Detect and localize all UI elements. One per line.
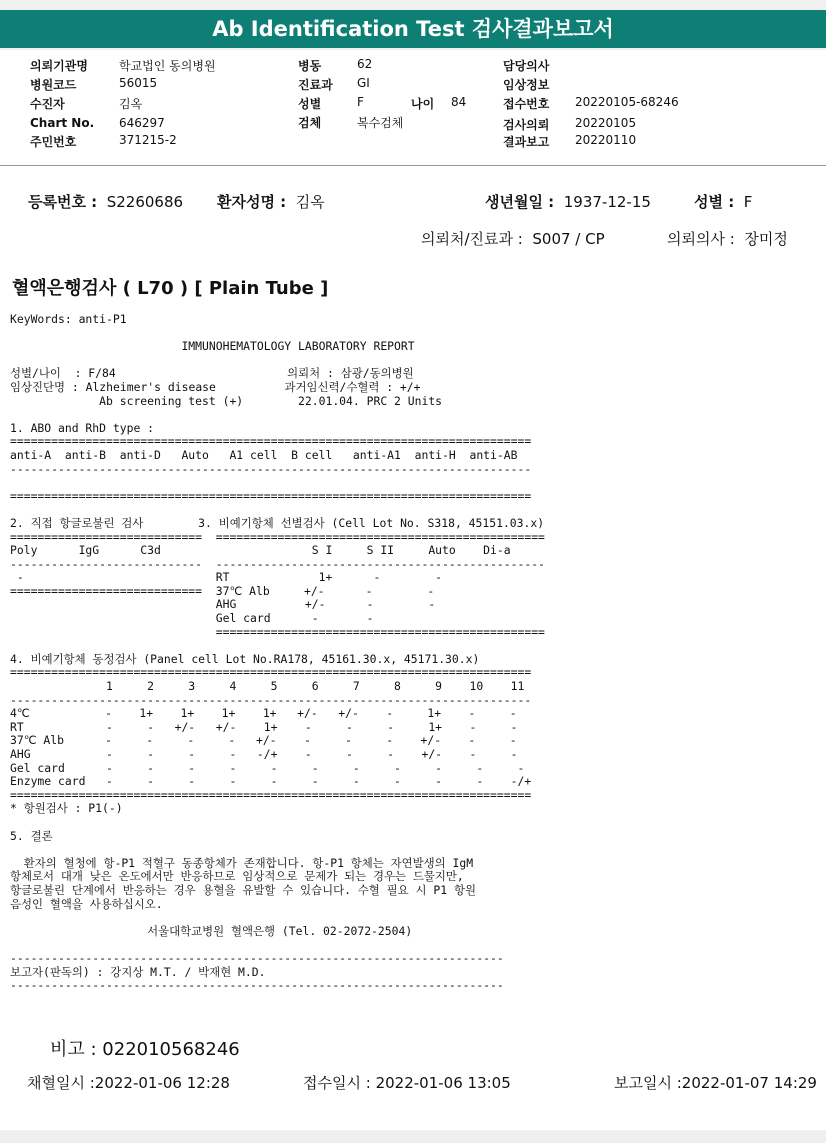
report-line: Poly IgG C3d S I S II Auto Di-a [10, 543, 511, 558]
report-line: 5. 결론 [10, 828, 53, 843]
report-line: 4. 비예기항체 동정검사 (Panel cell Lot No.RA178, 45161.30.x, 45171.30.x) [10, 651, 480, 666]
specimen-value: 복수검체 [357, 116, 404, 130]
report-line: * 항원검사 : P1(-) [10, 801, 123, 816]
lab-report-body [10, 313, 545, 993]
report-line: ============================ ================================================ [10, 529, 545, 544]
report-line: AHG - - - - -/+ - - - +/- - - [10, 747, 518, 761]
collection-time-value: 2022-01-06 12:28 [94, 1074, 230, 1092]
report-line: 음성인 혈액을 사용하십시오. [10, 896, 163, 911]
report-time [614, 1072, 817, 1093]
report-line: 37℃ Alb - - - - +/- - - - +/- - - [10, 733, 517, 748]
report-line: 보고자(판독의) : 강지상 M.T. / 박재현 M.D. [10, 964, 266, 979]
report-line: - RT 1+ - - [10, 570, 443, 585]
dept-label: 의뢰처/진료과 : [421, 230, 523, 248]
report-line: 성별/나이 : F/84 의뢰처 : 삼광/동의병원 [10, 366, 414, 381]
header-divider [0, 165, 826, 166]
report-line: ============================================================================ [10, 434, 532, 449]
report-line: ============================ 37℃ Alb +/- - - [10, 583, 435, 598]
report-line: ---------------------------------------------------------------------------- [10, 692, 532, 707]
examinee-label: 수진자 [30, 97, 65, 111]
age-label: 나이 [411, 97, 435, 111]
doctor-in-charge-label: 담당의사 [503, 59, 550, 73]
report-line: 2. 직접 항글로불린 검사 3. 비예기항체 선별검사 (Cell Lot No. S318, 45151.03.x) [10, 515, 545, 530]
receipt-time-value: 2022-01-06 13:05 [375, 1074, 511, 1092]
report-line: 4℃ - 1+ 1+ 1+ 1+ +/- +/- - 1+ - - [10, 706, 517, 721]
collection-time-label: 채혈일시 : [27, 1074, 95, 1092]
ward-label: 병동 [298, 59, 322, 73]
report-line: IMMUNOHEMATOLOGY LABORATORY REPORT [10, 339, 415, 354]
sex-value: F [357, 95, 364, 109]
section-title: 혈액은행검사 ( L70 ) [ Plain Tube ] [12, 278, 329, 299]
dob-value: 1937-12-15 [563, 193, 651, 211]
specimen-label: 검체 [298, 116, 322, 130]
referring-doctor-value: 장미정 [744, 230, 788, 248]
report-line: ============================================================================ [10, 665, 532, 680]
report-line: ---------------------------------------------------------------------------- [10, 461, 532, 476]
department-value: GI [357, 76, 370, 90]
test-request-value: 20220105 [575, 116, 637, 130]
receipt-no-label: 접수번호 [503, 97, 550, 111]
date-of-birth [485, 191, 651, 212]
receipt-time [303, 1072, 511, 1093]
registration-label: 등록번호 : [28, 193, 98, 211]
result-report-value: 20220110 [575, 133, 637, 147]
receipt-no-value: 20220105-68246 [575, 95, 679, 109]
collection-time [27, 1072, 230, 1093]
chart-no-label: Chart No. [30, 116, 95, 130]
report-line: ============================================================================ [10, 488, 532, 503]
report-line: Gel card - - - - - - - - - - - [10, 760, 525, 775]
examinee-value: 김옥 [119, 97, 143, 111]
report-line: 항글로불린 단계에서 반응하는 경우 용혈을 유발할 수 있습니다. 수혈 필요 시 P1 항원 [10, 882, 476, 897]
referring-doctor-label: 의뢰의사 : [667, 230, 735, 248]
dept-value: S007 / CP [532, 230, 605, 248]
patient-sex-label: 성별 : [694, 193, 735, 211]
chart-no-value: 646297 [119, 116, 165, 130]
hospital-code-label: 병원코드 [30, 78, 77, 92]
hospital-name-value: 학교법인 동의병원 [119, 59, 216, 73]
result-report-label: 결과보고 [503, 135, 550, 149]
referring-doctor [667, 228, 788, 249]
report-line: Enzyme card - - - - - - - - - - -/+ [10, 774, 532, 789]
patient-sex [694, 191, 752, 212]
test-request-label: 검사의뢰 [503, 118, 550, 132]
report-line: 서울대학교병원 혈액은행 (Tel. 02-2072-2504) [10, 923, 413, 938]
report-line: Ab screening test (+) 22.01.04. PRC 2 Units [10, 393, 443, 408]
resident-no-label: 주민번호 [30, 135, 77, 149]
hospital-code-value: 56015 [119, 76, 158, 90]
ward-value: 62 [357, 57, 373, 71]
registration-value: S2260686 [106, 193, 184, 211]
report-line: ---------------------------- ------------------------------------------------ [10, 556, 545, 571]
report-line: ------------------------------------------------------------------------ [10, 950, 504, 965]
report-line: RT - - +/- +/- 1+ - - - 1+ - - [10, 719, 518, 734]
report-line: 항체로서 대개 낮은 온도에서만 반응하므로 임상적으로 문제가 되는 경우는 드물지만, [10, 869, 464, 884]
report-line: anti-A anti-B anti-D Auto A1 cell B cell anti-A1 anti-H anti-AB [10, 447, 518, 462]
remark [50, 1035, 240, 1061]
age-value: 84 [451, 95, 467, 109]
sex-label: 성별 [298, 97, 322, 111]
report-line: 환자의 혈청에 항-P1 적혈구 동종항체가 존재합니다. 항-P1 항체는 자연발생의 IgM [10, 855, 474, 870]
report-line: ------------------------------------------------------------------------ [10, 978, 504, 993]
bottom-strip [0, 1130, 826, 1143]
registration-number [28, 191, 183, 212]
report-time-value: 2022-01-07 14:29 [681, 1074, 817, 1092]
referring-department [421, 228, 605, 249]
report-line: 1 2 3 4 5 6 7 8 9 10 11 [10, 679, 525, 694]
receipt-time-label: 접수일시 : [303, 1074, 371, 1092]
report-line: ============================================================================ [10, 787, 532, 802]
hospital-name-label: 의뢰기관명 [30, 59, 88, 73]
patient-name-label: 환자성명 : [217, 193, 287, 211]
department-label: 진료과 [298, 78, 333, 92]
clinical-info-label: 임상정보 [503, 78, 550, 92]
report-line: ================================================ [10, 624, 545, 639]
report-title: Ab Identification Test 검사결과보고서 [0, 10, 826, 48]
remark-label: 비고 : [50, 1039, 97, 1060]
remark-value: 022010568246 [102, 1039, 240, 1060]
report-line: 1. ABO and RhD type : [10, 420, 155, 435]
dob-label: 생년월일 : [485, 193, 555, 211]
resident-no-value: 371215-2 [119, 133, 177, 147]
report-line: 임상진단명 : Alzheimer's disease 과거임신력/수혈력 : +/+ [10, 379, 421, 394]
patient-name-value: 김옥 [295, 193, 325, 211]
report-line: KeyWords: anti-P1 [10, 312, 127, 326]
patient-sex-value: F [743, 193, 753, 211]
report-line: AHG +/- - - [10, 597, 436, 612]
report-time-label: 보고일시 : [614, 1074, 682, 1092]
patient-name [217, 191, 325, 212]
report-line: Gel card - - [10, 611, 374, 626]
